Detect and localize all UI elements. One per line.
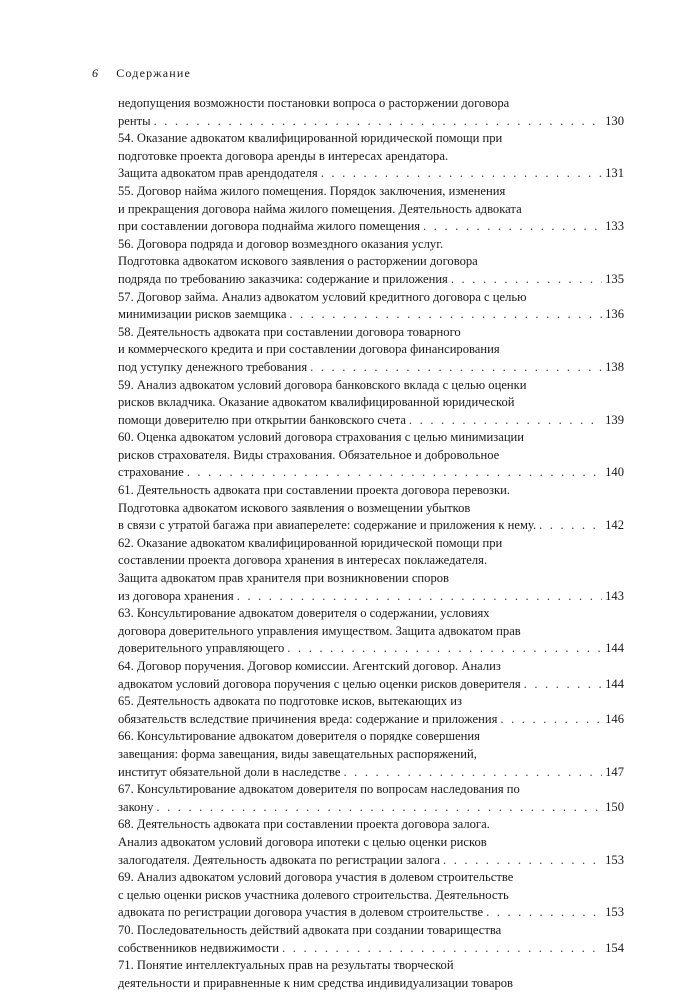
toc-entry-line: 64. Договор поручения. Договор комиссии. Агентский договор. Анализ	[118, 659, 501, 673]
toc-entry-line: 66. Консультирование адвокатом доверителя о порядке совершения	[118, 729, 480, 744]
toc-entry-text: под уступку денежного требования	[118, 359, 308, 374]
toc-entry-line: 58. Деятельность адвоката при составлении договора товарного	[118, 324, 461, 339]
dot-leader	[310, 359, 602, 377]
toc-entry-final-line	[118, 218, 624, 236]
toc-entry-line: и прекращения договора найма жилого помещения. Деятельность адвоката	[118, 201, 522, 216]
toc-page-number: 150	[605, 799, 624, 814]
toc-entry-final-line	[118, 940, 624, 958]
toc-entry-line: рисков вкладчика. Оказание адвокатом квалифицированной юридической	[118, 395, 515, 410]
toc-entry-text: доверительного управляющего	[118, 641, 285, 656]
toc-entry-line: 56. Договора подряда и договор возмездного оказания услуг.	[118, 236, 444, 251]
toc-entry-final-line	[118, 799, 624, 817]
toc-entry-line: договора доверительного управления имуществом. Защита адвокатом прав	[118, 623, 521, 638]
toc-entry-line: 63. Консультирование адвокатом доверителя о содержании, условиях	[118, 606, 490, 621]
toc-page-number: 138	[605, 359, 624, 374]
toc-entry-line: 62. Оказание адвокатом квалифицированной юридической помощи при	[118, 535, 503, 550]
toc-entry[interactable]	[118, 658, 624, 693]
toc-entry-line: 67. Консультирование адвокатом доверителя по вопросам наследования по	[118, 782, 520, 797]
toc-entry-line: недопущения возможности постановки вопроса о расторжении договора	[118, 96, 510, 110]
toc-entry-text: подряда по требованию заказчика: содержание и приложения	[118, 271, 448, 286]
dot-leader	[187, 464, 602, 482]
toc-entry[interactable]	[118, 781, 624, 816]
toc-page-number: 133	[605, 219, 624, 234]
toc-entry-line: подготовке проекта договора аренды в интересах арендатора.	[118, 148, 449, 163]
toc-page-number: 142	[605, 518, 624, 533]
dot-leader	[156, 799, 602, 817]
dot-leader	[443, 852, 602, 870]
toc-entry-line: рисков страхователя. Виды страхования. Обязательное и добровольное	[118, 447, 500, 462]
toc-entry[interactable]	[118, 289, 624, 324]
toc-entry[interactable]	[118, 429, 624, 482]
dot-leader	[524, 676, 602, 694]
toc-entry-final-line	[118, 113, 624, 131]
toc-entry-line: 60. Оценка адвокатом условий договора страхования с целью минимизации	[118, 430, 525, 445]
toc-entry-final-line	[118, 165, 624, 183]
running-header	[92, 66, 191, 81]
toc-page-number: 144	[605, 641, 624, 656]
dot-leader	[539, 517, 602, 535]
toc-entry-line: 61. Деятельность адвоката при составлении проекта договора перевозки.	[118, 483, 511, 498]
toc-page-number: 139	[605, 412, 624, 427]
toc-entry[interactable]	[118, 816, 624, 869]
toc-entry-line: завещания: форма завещания, виды завещательных распоряжений,	[118, 746, 477, 761]
toc-entry-text: страхование	[118, 465, 184, 480]
toc-entry[interactable]	[118, 535, 624, 605]
toc-entry-line: Подготовка адвокатом искового заявления о расторжении договора	[118, 254, 478, 269]
dot-leader	[451, 271, 602, 289]
toc-entry-text: адвоката по регистрации договора участия в долевом строительстве	[118, 905, 484, 920]
toc-entry-line: и коммерческого кредита и при составлении договора финансирования	[118, 342, 500, 357]
toc-entry-text: ренты	[118, 113, 151, 128]
dot-leader	[282, 940, 602, 958]
toc-entry-final-line	[118, 676, 624, 694]
toc-entry-text: из договора хранения	[118, 588, 234, 603]
toc-entry-line: составлении проекта договора хранения в интересах поклажедателя.	[118, 553, 488, 568]
toc-entry-line: 59. Анализ адвокатом условий договора банковского вклада с целью оценки	[118, 377, 527, 392]
toc-entry-final-line	[118, 711, 624, 729]
toc-page-number: 153	[605, 852, 624, 867]
toc-entry[interactable]	[118, 693, 624, 728]
toc-entry-line: 65. Деятельность адвоката по подготовке исков, вытекающих из	[118, 694, 462, 709]
toc-entry-line: 57. Договор займа. Анализ адвокатом условий кредитного договора с целью	[118, 289, 527, 304]
toc-entry-text: при составлении договора поднайма жилого помещения	[118, 219, 421, 234]
table-of-contents	[118, 95, 624, 992]
toc-entry[interactable]	[118, 130, 624, 183]
toc-page-number: 135	[605, 271, 624, 286]
toc-page-number: 154	[605, 940, 624, 955]
toc-page-number: 130	[605, 113, 624, 128]
toc-entry-final-line	[118, 904, 624, 922]
dot-leader	[423, 218, 602, 236]
dot-leader	[289, 306, 602, 324]
toc-entry-line: 71. Понятие интеллектуальных прав на результаты творческой	[118, 958, 454, 973]
toc-entry-text: в связи с утратой багажа при авиаперелете: содержание и приложения к нему.	[118, 518, 537, 533]
toc-entry[interactable]	[118, 482, 624, 535]
toc-entry-line: 54. Оказание адвокатом квалифицированной юридической помощи при	[118, 131, 503, 146]
toc-entry-text: минимизации рисков заемщика	[118, 307, 287, 322]
dot-leader	[154, 113, 603, 131]
toc-entry-text: обязательств вследствие причинения вреда: содержание и приложения	[118, 711, 498, 726]
toc-entry[interactable]	[118, 95, 624, 130]
toc-entry-final-line	[118, 359, 624, 377]
toc-entry-final-line	[118, 852, 624, 870]
toc-page-number: 147	[605, 764, 624, 779]
toc-page-number: 144	[605, 676, 624, 691]
dot-leader	[500, 711, 602, 729]
toc-page-number: 136	[605, 307, 624, 322]
page-number: 6	[92, 66, 98, 80]
toc-entry-text: адвокатом условий договора поручения с целью оценки рисков доверителя	[118, 676, 521, 691]
header-title: Содержание	[116, 66, 192, 80]
toc-entry-line: 69. Анализ адвокатом условий договора участия в долевом строительстве	[118, 870, 514, 885]
toc-entry[interactable]	[118, 236, 624, 289]
toc-entry-final-line	[118, 588, 624, 606]
toc-entry-final-line	[118, 271, 624, 289]
dot-leader	[343, 764, 602, 782]
toc-page-number: 140	[605, 465, 624, 480]
toc-entry-line: Подготовка адвокатом искового заявления о возмещении убытков	[118, 500, 471, 515]
toc-page-number: 143	[605, 588, 624, 603]
toc-entry-line: Анализ адвокатом условий договора ипотеки с целью оценки рисков	[118, 834, 487, 849]
toc-entry[interactable]	[118, 922, 624, 957]
toc-entry-final-line	[118, 412, 624, 430]
toc-entry[interactable]	[118, 728, 624, 781]
toc-entry-final-line	[118, 464, 624, 482]
toc-entry-line: 70. Последовательность действий адвоката при создании товарищества	[118, 922, 502, 937]
toc-page-number: 146	[605, 711, 624, 726]
toc-entry-text: залогодателя. Деятельность адвоката по регистрации залога	[118, 852, 440, 867]
dot-leader	[409, 412, 602, 430]
toc-entry[interactable]	[118, 957, 624, 992]
toc-entry-text: Защита адвокатом прав арендодателя	[118, 166, 318, 181]
toc-entry[interactable]	[118, 605, 624, 658]
toc-entry-text: институт обязательной доли в наследстве	[118, 764, 341, 779]
toc-entry[interactable]	[118, 324, 624, 377]
toc-entry[interactable]	[118, 869, 624, 922]
dot-leader	[486, 904, 602, 922]
toc-page-number: 153	[605, 905, 624, 920]
toc-entry[interactable]	[118, 377, 624, 430]
toc-entry-text: собственников недвижимости	[118, 940, 280, 955]
toc-entry-line: 68. Деятельность адвоката при составлении проекта договора залога.	[118, 817, 490, 832]
toc-entry-line: Защита адвокатом прав хранителя при возникновении споров	[118, 571, 449, 586]
toc-page-number: 131	[605, 166, 624, 181]
toc-entry-final-line	[118, 517, 624, 535]
toc-entry-line: 55. Договор найма жилого помещения. Порядок заключения, изменения	[118, 183, 506, 198]
toc-entry-text: помощи доверителю при открытии банковского счета	[118, 412, 406, 427]
dot-leader	[287, 640, 602, 658]
toc-entry-line: деятельности и приравненные к ним средства индивидуализации товаров	[118, 975, 513, 990]
dot-leader	[237, 588, 602, 606]
toc-entry-final-line	[118, 764, 624, 782]
toc-entry-line: с целью оценки рисков участника долевого строительства. Деятельность	[118, 887, 509, 902]
toc-entry[interactable]	[118, 183, 624, 236]
toc-entry-final-line	[118, 306, 624, 324]
dot-leader	[321, 165, 602, 183]
toc-entry-text: закону	[118, 799, 154, 814]
toc-entry-final-line	[118, 640, 624, 658]
